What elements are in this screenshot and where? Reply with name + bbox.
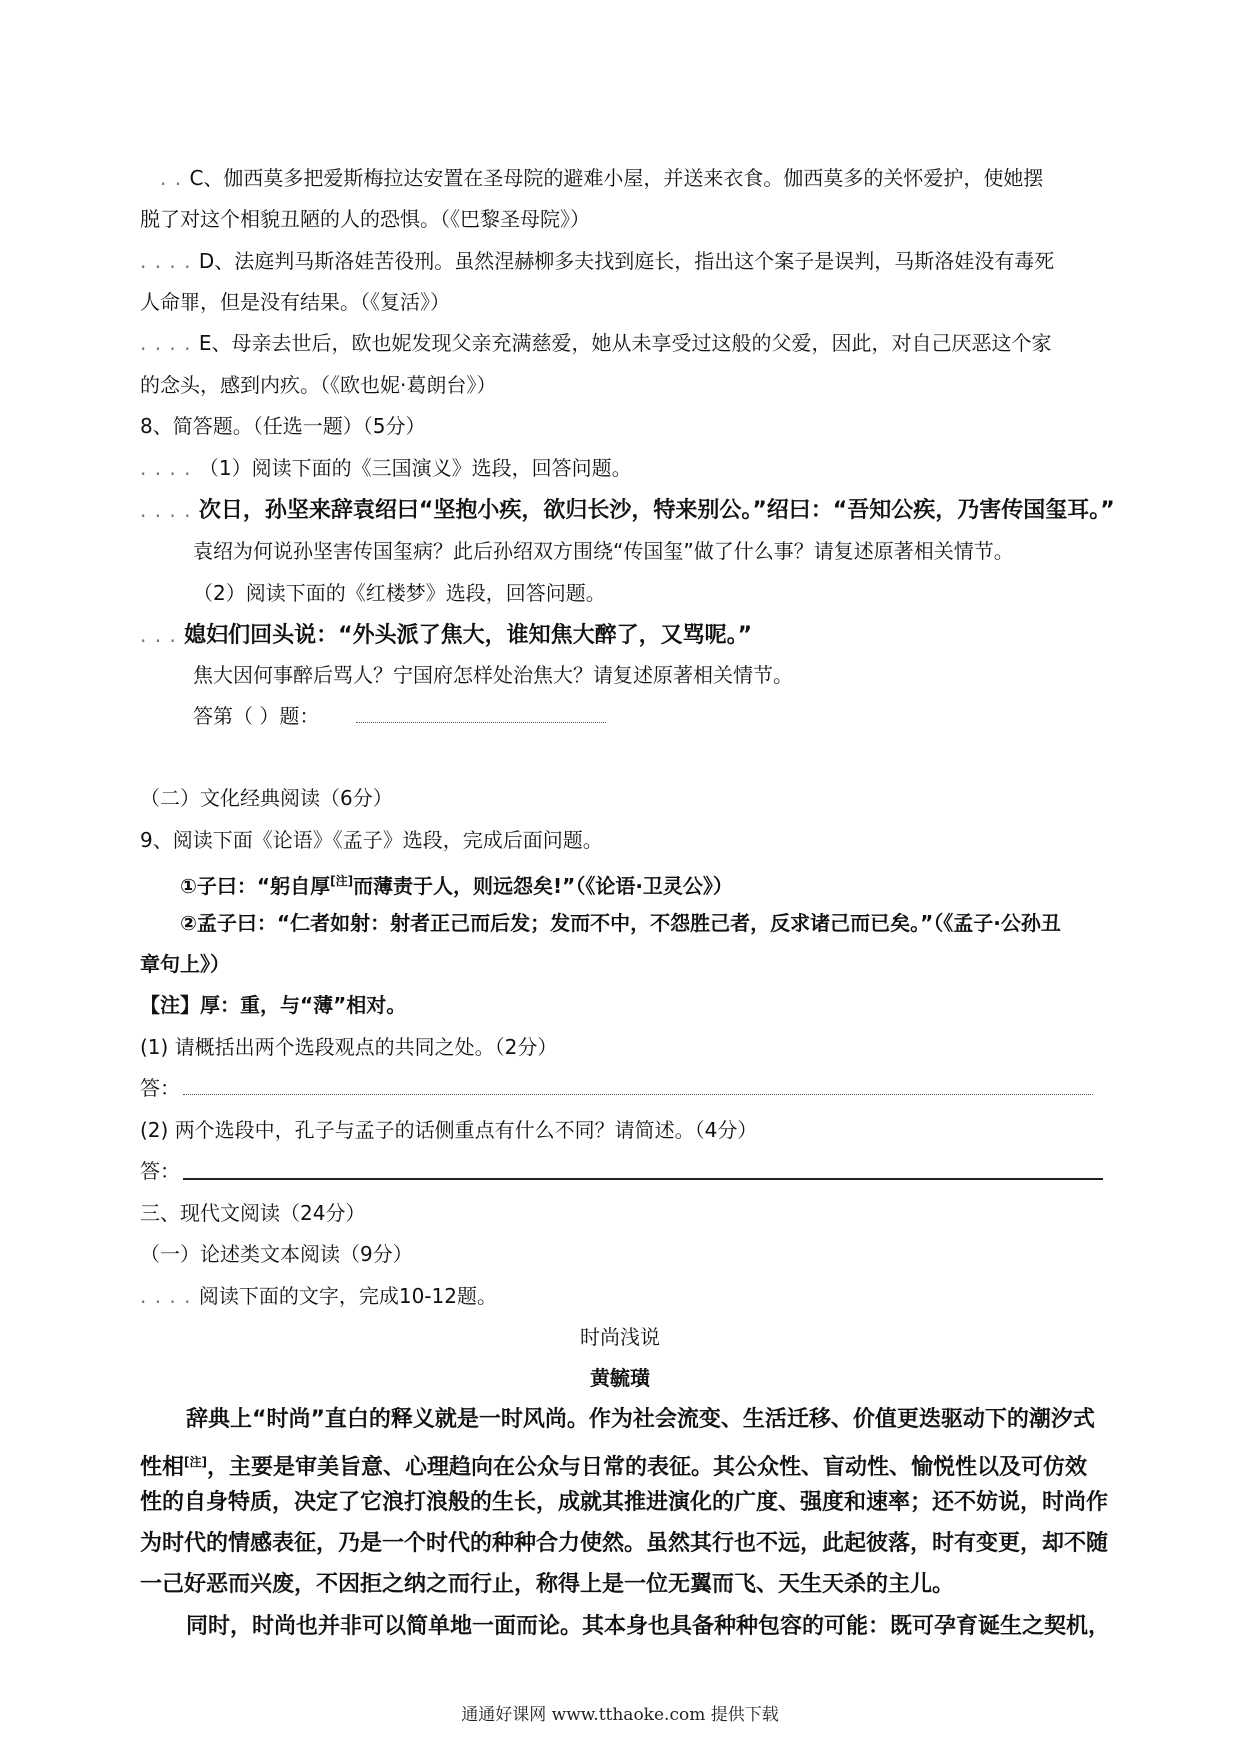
q8-title: 8、简答题。（任选一题）（5分） [140,414,426,438]
section2-title: （二）文化经典阅读（6分） [140,786,393,810]
section3-sub1: （一）论述类文本阅读（9分） [140,1242,413,1266]
article-p1-line1: 辞典上“时尚”直白的释义就是一时风尚。作为社会流变、生活迁移、价值更迭驱动下的潮汐式 [186,1407,1095,1432]
q9-ask2: (2) 两个选段中，孔子与孟子的话侧重点有什么不同？请简述。（4分） [140,1118,758,1142]
q9-title: 9、阅读下面《论语》《孟子》选段，完成后面问题。 [140,828,603,852]
article-p1-line3: 性的自身特质，决定了它浪打浪般的生长，成就其推进演化的广度、强度和速率；还不妨说，时尚作 [140,1490,1109,1515]
option-d-line2: 人命罪，但是没有结果。（《复活》） [140,290,450,314]
q8-answer-label: 答第（ ）题： [193,704,320,728]
q8-sub1: . . . . （1）阅读下面的《三国演义》选段，回答问题。 [140,456,632,480]
q8-ask1: 袁绍为何说孙坚害传国玺病？此后孙绍双方围绕“传国玺”做了什么事？请复述原著相关情节。 [193,539,1014,563]
option-c-line1: . . C、伽西莫多把爱斯梅拉达安置在圣母院的避难小屋，并送来衣食。伽西莫多的关怀爱护，使她摆 [160,166,1044,190]
q9-ask1: (1) 请概括出两个选段观点的共同之处。（2分） [140,1035,558,1059]
q8-quote2: . . . 媳妇们回头说：“外头派了焦大，谁知焦大醉了，又骂呢。” [140,623,753,648]
article-p1-line5: 一己好恶而兴废，不因拒之纳之而行止，称得上是一位无翼而飞、天生天杀的主儿。 [140,1572,955,1597]
q8-ask2: 焦大因何事醉后骂人？宁国府怎样处治焦大？请复述原著相关情节。 [193,663,793,687]
option-e-line2: 的念头，感到内疚。（《欧也妮·葛朗台》） [140,373,497,397]
article-p1-line4: 为时代的情感表征，乃是一个时代的种种合力使然。虽然其行也不远，此起彼落，时有变更，却不随 [140,1531,1109,1556]
option-d-line1: . . . . D、法庭判马斯洛娃苦役刑。虽然涅赫柳多夫找到庭长，指出这个案子是误判，马斯洛娃没有毒死 [140,249,1055,273]
article-title: 时尚浅说 [580,1325,660,1349]
q9-answer1-label: 答： [140,1076,180,1100]
article-p1-line2: 性相[注]，主要是审美旨意、心理趋向在公众与日常的表征。其公众性、盲动性、愉悦性以及可仿效 [140,1455,1088,1480]
q8-answer-line[interactable] [356,722,606,723]
q8-sub2: （2）阅读下面的《红楼梦》选段，回答问题。 [193,581,606,605]
option-c-line2: 脱了对这个相貌丑陋的人的恐惧。（《巴黎圣母院》） [140,207,590,231]
q9-note: 【注】厚：重，与“薄”相对。 [140,993,407,1017]
q9-answer1-line[interactable] [183,1094,1093,1095]
q9-quote2-line2: 章句上》） [140,952,230,976]
section3-intro: . . . . 阅读下面的文字，完成10-12题。 [140,1284,497,1308]
q9-answer2-label: 答： [140,1159,180,1183]
note-marker: [注] [184,1455,207,1469]
q9-quote1: ①子曰：“躬自厚[注]而薄责于人，则远怨矣!”（《论语·卫灵公》） [180,874,733,898]
page-footer: 通通好课网 www.tthaoke.com 提供下载 [461,1705,779,1725]
option-e-line1: . . . . E、母亲去世后，欧也妮发现父亲充满慈爱，她从未享受过这般的父爱，因此，对自己厌恶这个家 [140,331,1052,355]
note-marker: [注] [330,874,354,888]
article-p2-line1: 同时，时尚也并非可以简单地一面而论。其本身也具备种种包容的可能：既可孕育诞生之契机， [186,1614,1111,1639]
q9-answer2-line[interactable] [183,1178,1103,1180]
section3-title: 三、现代文阅读（24分） [140,1201,366,1225]
q8-quote1: . . . . 次日，孙坚来辞袁绍曰“坚抱小疾，欲归长沙，特来别公。”绍曰：“吾知公疾，乃害传国玺耳。” [140,498,1115,523]
q9-quote2-line1: ②孟子曰：“仁者如射：射者正己而后发；发而不中，不怨胜己者，反求诸己而已矣。”（《孟子·公孙丑 [180,911,1061,935]
article-author: 黄毓璜 [590,1366,650,1390]
